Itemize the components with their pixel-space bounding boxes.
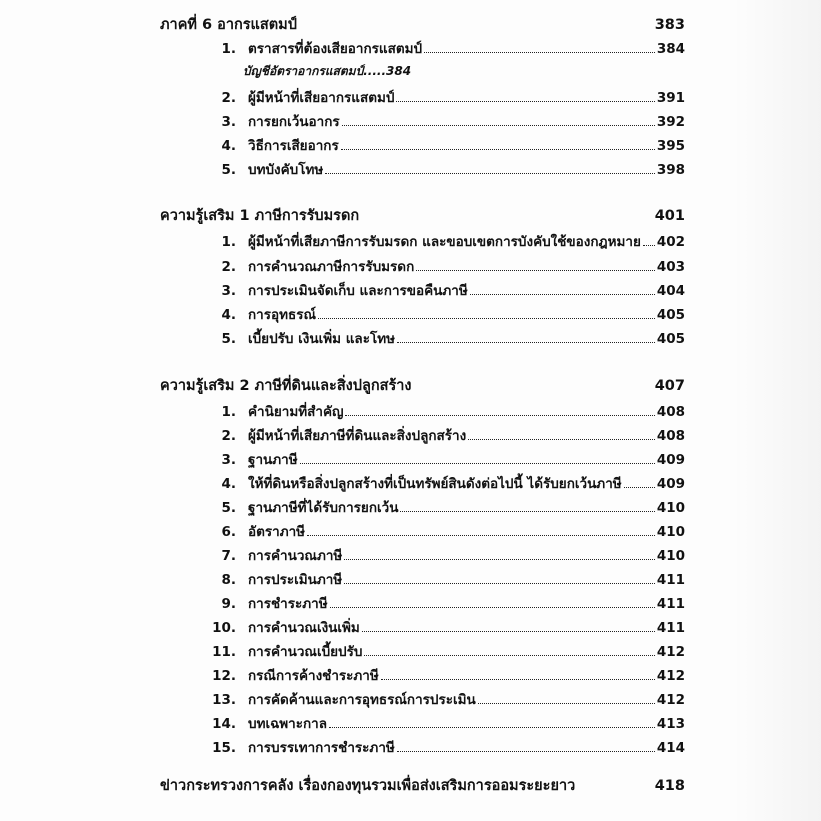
section-page: 407 — [654, 378, 685, 394]
toc-entry[interactable] — [160, 617, 685, 639]
section-heading — [160, 205, 685, 227]
leader-dots — [362, 631, 655, 632]
leader-dots — [344, 583, 655, 584]
entry-index: 4. — [221, 307, 236, 323]
entry-label: การคัดค้านและการอุทธรณ์การประเมิน — [248, 692, 476, 708]
entry-label: กรณีการค้างชำระภาษี — [248, 668, 379, 684]
entry-index: 3. — [221, 114, 236, 130]
section-page: 401 — [654, 208, 685, 224]
entry-page: 411 — [656, 620, 685, 636]
entry-index: 6. — [221, 524, 236, 540]
leader-dots — [344, 559, 654, 560]
entry-label: การคำนวณภาษีการรับมรดก — [248, 259, 415, 275]
entry-page: 412 — [656, 668, 685, 684]
toc-entry[interactable] — [160, 256, 685, 278]
entry-index: 5. — [221, 331, 236, 347]
toc-entry[interactable] — [160, 689, 685, 711]
leader-dots — [341, 149, 655, 150]
entry-page: 408 — [656, 428, 685, 444]
entry-page: 409 — [656, 476, 685, 492]
entry-page: 412 — [656, 692, 685, 708]
entry-page: 405 — [656, 307, 685, 323]
toc-entry[interactable] — [160, 304, 685, 326]
entry-label: คำนิยามที่สำคัญ — [248, 404, 344, 420]
section-heading — [160, 14, 685, 36]
entry-index: 8. — [221, 572, 236, 588]
leader-dots — [325, 173, 655, 174]
leader-dots — [342, 125, 655, 126]
entry-index: 15. — [212, 740, 236, 756]
entry-label: การอุทธรณ์ — [248, 307, 317, 323]
toc-entry[interactable] — [160, 38, 685, 60]
entry-page: 391 — [656, 90, 685, 106]
toc-entry[interactable] — [160, 593, 685, 615]
leader-dots — [416, 270, 655, 271]
entry-page: 414 — [656, 740, 685, 756]
entry-page: 384 — [656, 41, 685, 57]
entry-index: 3. — [221, 452, 236, 468]
entry-page: 410 — [656, 548, 685, 564]
footer-heading — [160, 775, 685, 797]
toc-entry[interactable] — [160, 87, 685, 109]
toc-entry[interactable] — [160, 111, 685, 133]
entry-label: เบี้ยปรับ เงินเพิ่ม และโทษ — [248, 331, 396, 347]
sub-note: บัญชีอัตราอากรแสตมป์.....384 — [243, 64, 412, 78]
entry-label: ผู้มีหน้าที่เสียภาษีการรับมรดก และขอบเขตการบังคับใช้ของกฎหมาย — [248, 234, 641, 250]
entry-index: 14. — [212, 716, 236, 732]
entry-page: 410 — [656, 524, 685, 540]
entry-index: 2. — [221, 90, 236, 106]
entry-index: 11. — [212, 644, 236, 660]
toc-entry[interactable] — [160, 713, 685, 735]
leader-dots — [364, 655, 654, 656]
toc-entry[interactable] — [160, 737, 685, 759]
toc-entry[interactable] — [160, 231, 685, 253]
entry-index: 1. — [221, 41, 236, 57]
leader-dots — [381, 679, 655, 680]
leader-dots — [478, 703, 655, 704]
entry-index: 12. — [212, 668, 236, 684]
page-edge-shadow — [732, 0, 821, 821]
entry-label: การประเมินจัดเก็บ และการขอคืนภาษี — [248, 283, 468, 299]
entry-page: 411 — [656, 596, 685, 612]
toc-entry[interactable] — [160, 135, 685, 157]
leader-dots — [397, 342, 655, 343]
leader-dots — [345, 415, 654, 416]
entry-label: บทบังคับโทษ — [248, 162, 324, 178]
toc-entry[interactable] — [160, 545, 685, 567]
leader-dots — [624, 487, 655, 488]
entry-index: 4. — [221, 138, 236, 154]
toc-entry[interactable] — [160, 328, 685, 350]
entry-index: 5. — [221, 500, 236, 516]
entry-index: 13. — [212, 692, 236, 708]
entry-page: 395 — [656, 138, 685, 154]
entry-label: อัตราภาษี — [248, 524, 306, 540]
entry-label: การยกเว้นอากร — [248, 114, 340, 130]
toc-entry[interactable] — [160, 401, 685, 423]
entry-page: 412 — [656, 644, 685, 660]
entry-label: ผู้มีหน้าที่เสียอากรแสตมป์ — [248, 90, 395, 106]
leader-dots — [318, 318, 655, 319]
entry-page: 402 — [656, 234, 685, 250]
entry-label: ฐานภาษีที่ได้รับการยกเว้น — [248, 500, 399, 516]
toc-entry[interactable] — [160, 280, 685, 302]
leader-dots — [397, 751, 655, 752]
entry-page: 398 — [656, 162, 685, 178]
toc-entry[interactable] — [160, 641, 685, 663]
section-title: ภาคที่ 6 อากรแสตมป์ — [160, 17, 297, 33]
entry-index: 5. — [221, 162, 236, 178]
footer-page: 418 — [654, 778, 685, 794]
entry-index: 2. — [221, 259, 236, 275]
toc-entry[interactable] — [160, 665, 685, 687]
leader-dots — [400, 511, 654, 512]
entry-label: การชำระภาษี — [248, 596, 328, 612]
entry-label: ให้ที่ดินหรือสิ่งปลูกสร้างที่เป็นทรัพย์สินดังต่อไปนี้ ได้รับยกเว้นภาษี — [248, 476, 622, 492]
entry-label: การประเมินภาษี — [248, 572, 343, 588]
entry-index: 1. — [221, 404, 236, 420]
entry-index: 4. — [221, 476, 236, 492]
entry-page: 404 — [656, 283, 685, 299]
entry-index: 3. — [221, 283, 236, 299]
entry-page: 403 — [656, 259, 685, 275]
toc-entry[interactable] — [160, 569, 685, 591]
entry-page: 410 — [656, 500, 685, 516]
leader-dots — [643, 245, 655, 246]
leader-dots — [329, 727, 655, 728]
leader-dots — [470, 294, 655, 295]
entry-label: การคำนวณเงินเพิ่ม — [248, 620, 360, 636]
entry-index: 10. — [212, 620, 236, 636]
footer-title: ข่าวกระทรวงการคลัง เรื่องกองทุนรวมเพื่อส่งเสริมการออมระยะยาว — [160, 778, 576, 794]
toc-entry[interactable] — [160, 497, 685, 519]
entry-index: 1. — [221, 234, 236, 250]
entry-page: 408 — [656, 404, 685, 420]
entry-label: การคำนวณเบี้ยปรับ — [248, 644, 363, 660]
toc-entry[interactable] — [160, 473, 685, 495]
section-title: ความรู้เสริม 1 ภาษีการรับมรดก — [160, 208, 360, 224]
leader-dots — [300, 463, 655, 464]
entry-label: การคำนวณภาษี — [248, 548, 343, 564]
entry-page: 413 — [656, 716, 685, 732]
entry-label: ตราสารที่ต้องเสียอากรแสตมป์ — [248, 41, 423, 57]
entry-index: 9. — [221, 596, 236, 612]
leader-dots — [307, 535, 655, 536]
entry-page: 392 — [656, 114, 685, 130]
section-heading — [160, 375, 685, 397]
entry-label: วิธีการเสียอากร — [248, 138, 339, 154]
toc-entry[interactable] — [160, 159, 685, 181]
leader-dots — [330, 607, 655, 608]
entry-page: 409 — [656, 452, 685, 468]
toc-entry[interactable] — [160, 425, 685, 447]
entry-page: 411 — [656, 572, 685, 588]
toc-entry[interactable] — [160, 449, 685, 471]
entry-label: บทเฉพาะกาล — [248, 716, 328, 732]
entry-page: 405 — [656, 331, 685, 347]
entry-index: 7. — [221, 548, 236, 564]
entry-label: ฐานภาษี — [248, 452, 298, 468]
leader-dots — [424, 52, 655, 53]
entry-index: 2. — [221, 428, 236, 444]
leader-dots — [396, 101, 654, 102]
section-page: 383 — [654, 17, 685, 33]
entry-label: ผู้มีหน้าที่เสียภาษีที่ดินและสิ่งปลูกสร้าง — [248, 428, 467, 444]
section-title: ความรู้เสริม 2 ภาษีที่ดินและสิ่งปลูกสร้าง — [160, 378, 412, 394]
leader-dots — [468, 439, 655, 440]
entry-label: การบรรเทาการชำระภาษี — [248, 740, 395, 756]
toc-entry[interactable] — [160, 521, 685, 543]
